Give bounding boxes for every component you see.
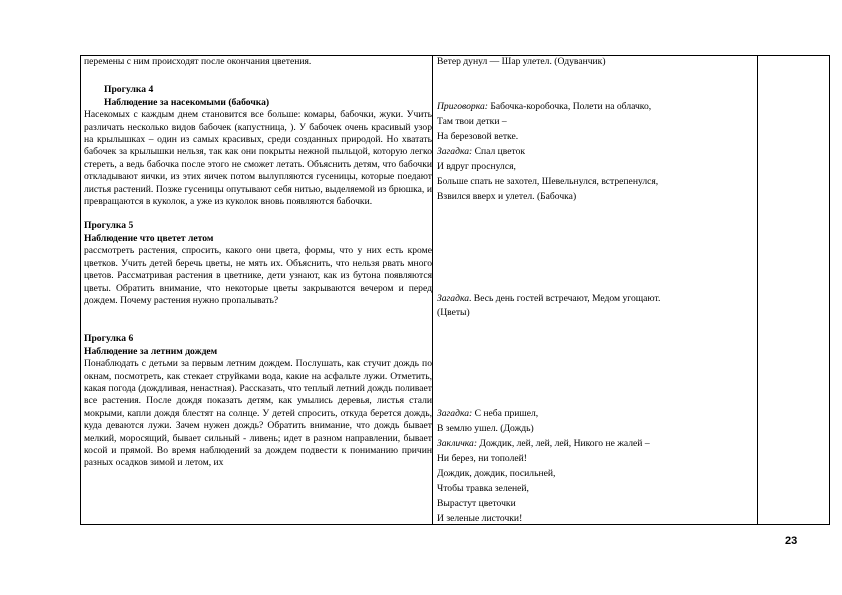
walk4-text: Насекомых с каждым днем становится все больше: комары, бабочки, жуки. Учить различать несколько видов бабочек (капустница, ). У бабочек очень красивый узор на крылышках – один из самых красивых, среди созданных природой. Но хватать бабочек за крылышки нельзя, так как они покрыты нежной пыльцой, которую легко стереть, а ведь бабочка после этого не сможет летать. Объяснить детям, что бабочки откладывают яички, из этих яичек потом вылупляются гусеницы, которые поедают листья растений. Позже гусеницы опутывают себя нитью, выделяемой из брюшка, и превращаются в куколок, а уже из куколок вновь появляются бабочки. (84, 109, 432, 208)
walk5-subtitle: Наблюдение что цветет летом (84, 232, 214, 244)
table-left-border (80, 55, 81, 525)
zaklichka-line-3: Дождик, дождик, посильней, (437, 468, 556, 479)
intro-text: перемены с ним происходят после окончания цветения. (84, 56, 312, 67)
rhymes-column (437, 56, 753, 522)
walk4-subtitle: Наблюдение за насекомыми (бабочка) (104, 96, 270, 108)
riddle-butterfly-line-2: И вдруг проснулся, (437, 161, 516, 172)
riddle-label: Загадка: (437, 146, 473, 157)
zaklichka-line-4: Чтобы травка зеленей, (437, 483, 529, 494)
prigovorka-line-2: Там твои детки – (437, 116, 507, 127)
riddle-label: Загадка: (437, 408, 473, 419)
riddle-butterfly-line-1: Загадка: Спал цветок (437, 146, 526, 157)
riddle-butterfly-line-3: Больше спать не захотел, Шевельнулся, встрепенулся, (437, 176, 659, 187)
walk5-title: Прогулка 5 (84, 220, 134, 232)
prigovorka-label: Приговорка: (437, 101, 488, 112)
riddle-butterfly-line-4: Взвился вверх и улетел. (Бабочка) (437, 191, 577, 202)
zaklichka-line-5: Вырастут цветочки (437, 498, 516, 509)
prigovorka-line-3: На березовой ветке. (437, 131, 519, 142)
riddle-rain-line-2: В землю ушел. (Дождь) (437, 423, 534, 434)
walk6-text: Понаблюдать с детьми за первым летним дождем. Послушать, как стучит дождь по окнам, посмотреть, как стекает струйками вода, какие на асфальте лужи. Отметить, какая погода (дождливая, ненастная). Рассказать, что теплый летний дождь поливает все растения. После дождя показать детям, как умылись деревья, листья стали мокрыми, капли дождя блестят на солнце. У детей спросить, откуда берется дождь, куда деваются лужи. Зачем нужен дождь? Обратить внимание, что дождь бывает мелкий, моросящий, бывает сильный - ливень; идет в разном направлении, бывает косой и прямой. Во время наблюдений за дождем подвести к пониманию причин разных осадков зимой и летом, их (84, 358, 432, 469)
zaklichka-line-2: Ни берез, ни тополей! (437, 453, 527, 464)
column-divider-1 (432, 55, 433, 525)
table-right-border (829, 55, 830, 525)
zaklichka-label: Закличка: (437, 438, 478, 449)
table-bottom-border (80, 524, 830, 525)
page-number: 23 (785, 535, 798, 547)
walk6-subtitle: Наблюдение за летним дождем (84, 345, 218, 357)
riddle-flowers-line-1: Загадка. Весь день гостей встречают, Медом угощают. (437, 293, 661, 304)
riddle-dandelion: Ветер дунул — Шар улетел. (Одуванчик) (437, 56, 606, 67)
walk6-title: Прогулка 6 (84, 333, 134, 345)
zaklichka-line-1: Закличка: Дождик, лей, лей, лей, Никого не жалей – (437, 438, 650, 449)
column-divider-2 (757, 55, 758, 525)
riddle-rain-line-1: Загадка: С неба пришел, (437, 408, 539, 419)
prigovorka-line-1: Приговорка: Бабочка-коробочка, Полети на облачко, (437, 101, 652, 112)
riddle-flowers-line-2: (Цветы) (437, 307, 470, 318)
walk4-title: Прогулка 4 (104, 84, 154, 96)
walks-description-column (84, 56, 432, 522)
zaklichka-line-6: И зеленые листочки! (437, 513, 523, 522)
walk5-text: рассмотреть растения, спросить, какого они цвета, формы, что у них есть кроме цветков. Учить детей беречь цветы, не мять их. Объяснить, что нельзя рвать много цветов. Рассматривая растения в цветнике, дети узнают, как из бутона появляются цветы. Обратить внимание, что некоторые цветы закрываются вечером и перед дождем. Почему растения нужно пропалывать? (84, 245, 432, 306)
riddle-label: Загадка (437, 293, 469, 304)
